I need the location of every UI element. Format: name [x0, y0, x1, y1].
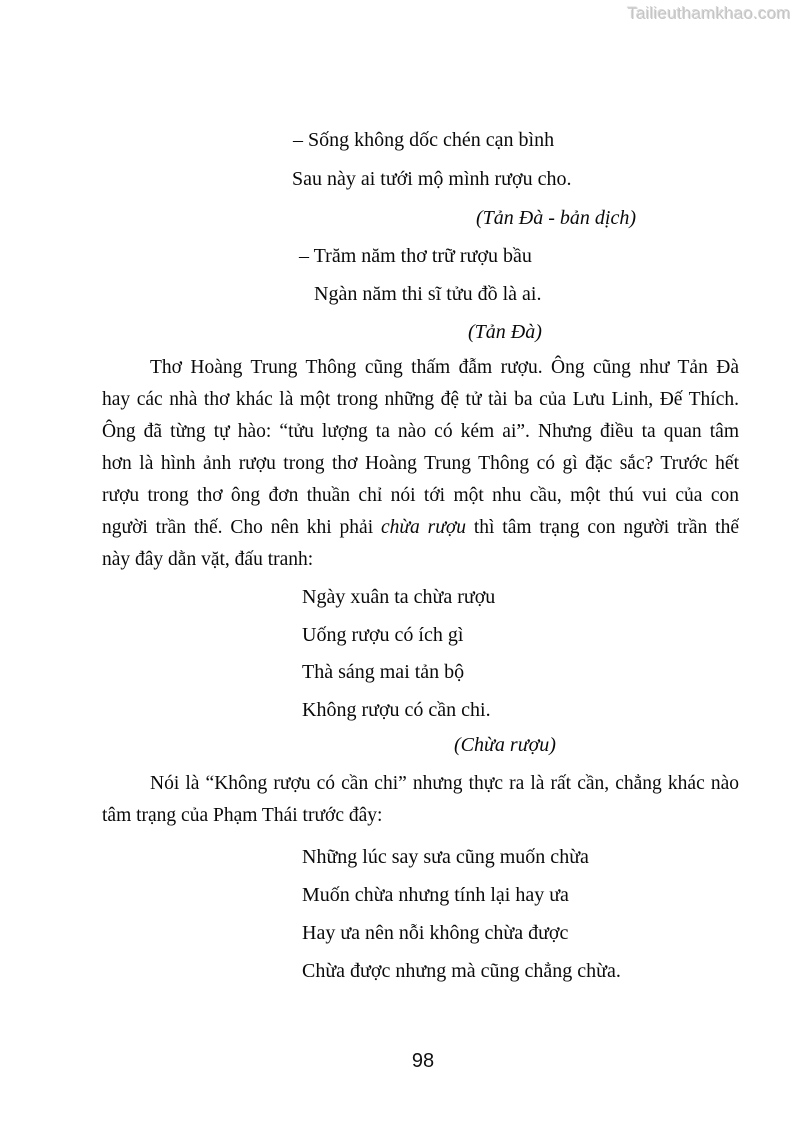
- verse3-line-3: Thà sáng mai tản bộ: [302, 661, 465, 683]
- verse4-line-1: Những lúc say sưa cũng muốn chừa: [302, 846, 589, 868]
- verse1-attribution: (Tản Đà - bản dịch): [476, 207, 636, 229]
- verse2-attribution: (Tản Đà): [468, 321, 542, 343]
- paragraph-1-line-4: hơn là hình ảnh rượu trong thơ Hoàng Trung Thông có gì đặc sắc? Trước hết: [102, 453, 739, 474]
- paragraph-1-line-6: [102, 512, 739, 544]
- paragraph-1-line-6-italic: chừa rượu: [380, 517, 466, 538]
- verse2-line-2: Ngàn năm thi sĩ tửu đồ là ai.: [314, 283, 542, 305]
- verse3-line-4: Không rượu có cần chi.: [302, 699, 491, 721]
- paragraph-1-line-1: Thơ Hoàng Trung Thông cũng thấm đẫm rượu. Ông cũng như Tản Đà: [150, 357, 739, 378]
- paragraph-1-line-2: hay các nhà thơ khác là một trong những đệ tử tài ba của Lưu Linh, Đế Thích.: [102, 389, 739, 410]
- verse3-attribution: (Chừa rượu): [454, 734, 556, 756]
- page-number: 98: [411, 1050, 435, 1072]
- verse1-line-1: – Sống không dốc chén cạn bình: [293, 129, 555, 151]
- paragraph-2: [102, 768, 739, 832]
- verse2-line-1: – Trăm năm thơ trữ rượu bầu: [299, 245, 532, 267]
- paragraph-1-line-6-pre: người trần thế. Cho nên khi phải: [102, 517, 381, 538]
- paragraph-2-line-2: tâm trạng của Phạm Thái trước đây:: [102, 805, 383, 826]
- paragraph-1-line-7: này đây dằn vặt, đấu tranh:: [102, 549, 314, 570]
- watermark-text: Tailieuthamkhao.com: [627, 4, 791, 23]
- verse4-line-2: Muốn chừa nhưng tính lại hay ưa: [302, 884, 569, 906]
- paragraph-1: [102, 352, 739, 576]
- paragraph-1-line-6-post: thì tâm trạng con người trần thế: [466, 517, 739, 538]
- verse1-line-2: Sau này ai tưới mộ mình rượu cho.: [292, 168, 572, 190]
- verse4-line-4: Chừa được nhưng mà cũng chẳng chừa.: [302, 960, 621, 982]
- paragraph-1-line-5: rượu trong thơ ông đơn thuần chỉ nói tới một nhu cầu, một thú vui của con: [102, 485, 739, 506]
- verse3-line-2: Uống rượu có ích gì: [302, 624, 464, 646]
- paragraph-2-line-1: Nói là “Không rượu có cần chi” nhưng thực ra là rất cần, chẳng khác nào: [150, 773, 739, 794]
- verse4-line-3: Hay ưa nên nỗi không chừa được: [302, 922, 569, 944]
- paragraph-1-line-3: Ông đã từng tự hào: “tửu lượng ta nào có kém ai”. Nhưng điều ta quan tâm: [102, 421, 739, 442]
- verse3-line-1: Ngày xuân ta chừa rượu: [302, 586, 496, 608]
